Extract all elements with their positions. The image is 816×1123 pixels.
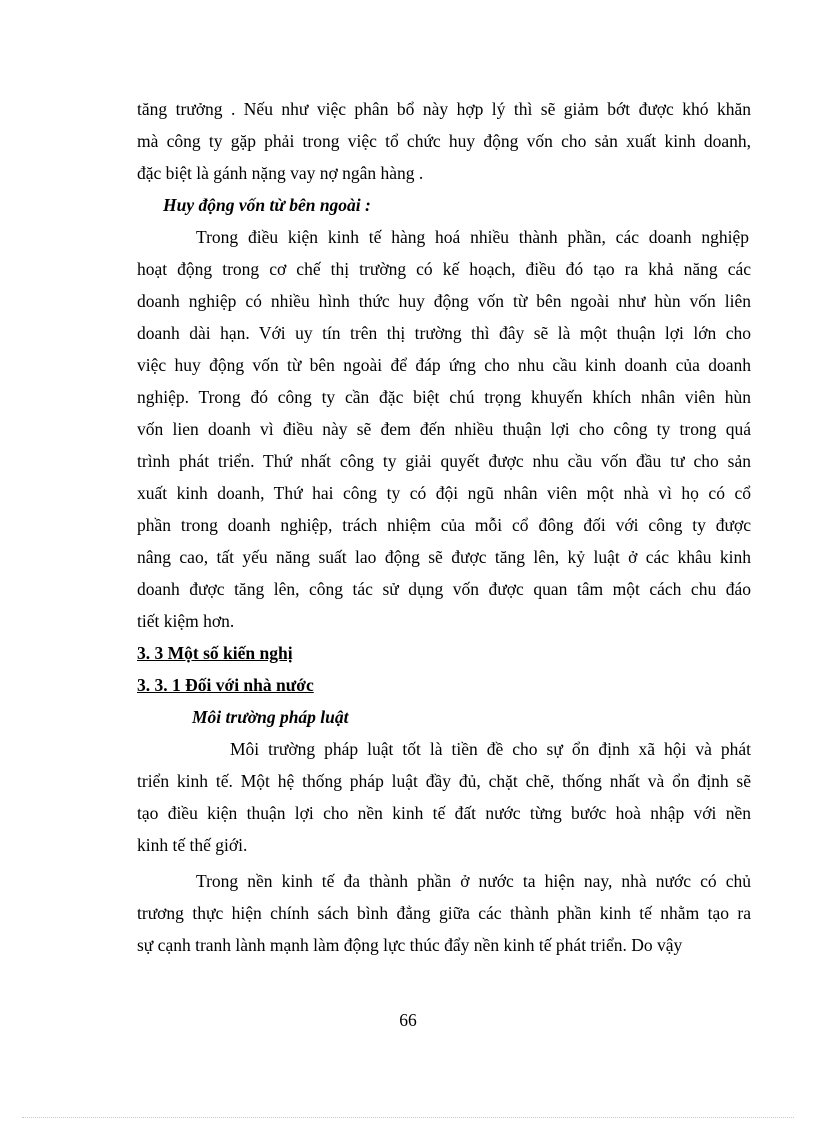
paragraph-line: Trong điều kiện kinh tế hàng hoá nhiều thành phần, các doanh nghiệp	[196, 227, 749, 247]
paragraph-line: vốn lien doanh vì điều này sẽ đem đến nhiều thuận lợi cho công ty trong quá	[137, 419, 751, 439]
paragraph-line: doanh dài hạn. Với uy tín trên thị trường thì đây sẽ là một thuận lợi lớn cho	[137, 323, 751, 343]
paragraph-line: doanh được tăng lên, công tác sử dụng vốn được quan tâm một cách chu đáo	[137, 579, 751, 599]
paragraph-line: việc huy động vốn từ bên ngoài để đáp ứng cho nhu cầu kinh doanh của doanh	[137, 355, 751, 375]
paragraph-line: Trong nền kinh tế đa thành phần ở nước ta hiện nay, nhà nước có chủ	[196, 871, 751, 891]
paragraph-line: trương thực hiện chính sách bình đẳng giữa các thành phần kinh tế nhằm tạo ra	[137, 903, 751, 923]
paragraph-line: tăng trưởng . Nếu như việc phân bổ này hợp lý thì sẽ giảm bớt được khó khăn	[137, 99, 751, 119]
paragraph-line: doanh nghiệp có nhiều hình thức huy động vốn từ bên ngoài như hùn vốn liên	[137, 291, 751, 311]
paragraph-line: nghiệp. Trong đó công ty cần đặc biệt chú trọng khuyến khích nhân viên hùn	[137, 387, 751, 407]
paragraph-line: hoạt động trong cơ chế thị trường có kế hoạch, điều đó tạo ra khả năng các	[137, 259, 751, 279]
paragraph-line: kinh tế thế giới.	[137, 835, 248, 855]
subheading-text: Môi trường pháp luật	[192, 707, 349, 727]
subheading-external-capital	[137, 193, 751, 217]
subheading-text: Huy động vốn từ bên ngoài :	[163, 195, 371, 215]
paragraph-line: sự cạnh tranh lành mạnh làm động lực thúc đẩy nền kinh tế phát triển. Do vậy	[137, 935, 683, 955]
section-heading-3-3: 3. 3 Một số kiến nghị	[137, 643, 293, 663]
paragraph-line: Môi trường pháp luật tốt là tiền đề cho sự ổn định xã hội và phát	[230, 739, 751, 759]
paragraph-line: triển kinh tế. Một hệ thống pháp luật đầy đủ, chặt chẽ, thống nhất và ổn định sẽ	[137, 771, 751, 791]
page-number: 66	[399, 1010, 417, 1030]
page-bottom-divider	[22, 1117, 794, 1118]
paragraph-line: mà công ty gặp phải trong việc tổ chức huy động vốn cho sản xuất kinh doanh,	[137, 131, 751, 151]
paragraph-line: đặc biệt là gánh nặng vay nợ ngân hàng .	[137, 163, 424, 183]
paragraph-line: trình phát triển. Thứ nhất công ty giải quyết được nhu cầu vốn đầu tư cho sản	[137, 451, 751, 471]
section-heading-3-3-1: 3. 3. 1 Đối với nhà nước	[137, 675, 314, 695]
paragraph-line: nâng cao, tất yếu năng suất lao động sẽ được tăng lên, kỷ luật ở các khâu kinh	[137, 547, 751, 567]
paragraph-line: tiết kiệm hơn.	[137, 611, 235, 631]
paragraph-line: phần trong doanh nghiệp, trách nhiệm của mỗi cổ đông đối với công ty được	[137, 515, 751, 535]
paragraph-line: tạo điều kiện thuận lợi cho nền kinh tế đất nước từng bước hoà nhập với nền	[137, 803, 751, 823]
subheading-legal-environment	[166, 705, 751, 729]
paragraph-line: xuất kinh doanh, Thứ hai công ty có đội ngũ nhân viên một nhà vì họ có cổ	[137, 483, 751, 503]
